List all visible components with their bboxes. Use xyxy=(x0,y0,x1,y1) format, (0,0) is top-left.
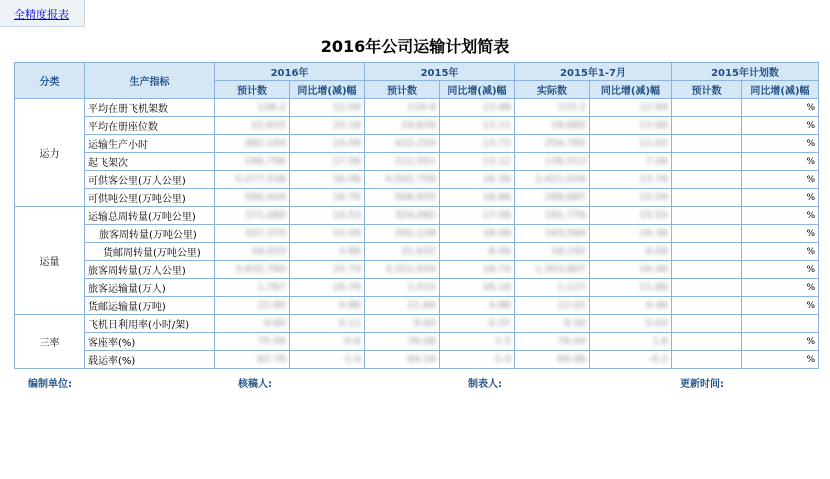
blurred-value: 15.55 xyxy=(639,210,668,221)
blurred-value: 288,687 xyxy=(544,192,586,203)
blurred-value: 2,421,039 xyxy=(535,174,586,185)
blurred-value: 13.98 xyxy=(482,102,511,113)
plan-value-cell xyxy=(672,333,742,351)
value-cell xyxy=(590,333,672,351)
blurred-value: 76.06 xyxy=(407,336,436,347)
value-cell xyxy=(515,351,590,369)
blurred-value: 337,370 xyxy=(244,228,286,239)
plan-change-cell: % xyxy=(742,333,819,351)
value-cell xyxy=(290,153,365,171)
value-cell xyxy=(215,297,290,315)
plan-change-cell: % xyxy=(742,225,819,243)
blurred-value: 136,513 xyxy=(544,156,586,167)
plan-value-cell xyxy=(672,117,742,135)
value-cell xyxy=(440,99,515,117)
value-cell xyxy=(290,135,365,153)
value-cell xyxy=(515,315,590,333)
indicator-cell: 货邮周转量(万吨公里) xyxy=(85,243,215,261)
header-sub: 同比增(减)幅 xyxy=(290,81,365,99)
blurred-value: 292,128 xyxy=(394,228,436,239)
value-cell xyxy=(290,171,365,189)
value-cell xyxy=(590,135,672,153)
indicator-cell: 平均在册飞机架数 xyxy=(85,99,215,117)
blurred-value: 119.9 xyxy=(407,102,436,113)
blurred-value: 9.65 xyxy=(413,318,436,329)
value-cell xyxy=(215,315,290,333)
value-cell xyxy=(590,297,672,315)
value-cell xyxy=(290,333,365,351)
plan-change-cell: % xyxy=(742,171,819,189)
value-cell xyxy=(290,261,365,279)
indicator-cell: 运输总周转量(万吨公里) xyxy=(85,207,215,225)
category-cell: 运量 xyxy=(15,207,85,315)
value-cell xyxy=(515,333,590,351)
plan-change-cell: % xyxy=(742,279,819,297)
value-cell xyxy=(590,207,672,225)
table-row xyxy=(15,99,819,117)
blurred-value: 18,685 xyxy=(551,120,586,131)
blurred-value: 16.36 xyxy=(639,228,668,239)
plan-change-cell: % xyxy=(742,117,819,135)
value-cell xyxy=(515,171,590,189)
plan-value-cell xyxy=(672,243,742,261)
table-row xyxy=(15,261,819,279)
header-sub: 预计数 xyxy=(215,81,290,99)
value-cell xyxy=(365,135,440,153)
blurred-value: 13.72 xyxy=(482,138,511,149)
plan-value-cell xyxy=(672,261,742,279)
value-cell xyxy=(515,99,590,117)
plan-change-cell: % xyxy=(742,261,819,279)
plan-value-cell xyxy=(672,171,742,189)
value-cell xyxy=(215,207,290,225)
header-sub: 预计数 xyxy=(672,81,742,99)
blurred-value: 163,584 xyxy=(544,228,586,239)
blurred-value: 1,515 xyxy=(407,282,436,293)
blurred-value: 15.16 xyxy=(332,120,361,131)
value-cell xyxy=(590,243,672,261)
value-cell xyxy=(440,225,515,243)
blurred-value: 22,615 xyxy=(251,120,286,131)
plan-change-cell: % xyxy=(742,351,819,369)
blurred-value: 15.09 xyxy=(332,228,361,239)
value-cell xyxy=(365,333,440,351)
header-sub: 同比增(减)幅 xyxy=(440,81,515,99)
header-group-2015-jan-jul: 2015年1-7月 xyxy=(515,63,672,81)
value-cell xyxy=(590,279,672,297)
value-cell xyxy=(365,315,440,333)
blurred-value: 12.94 xyxy=(639,102,668,113)
blurred-value: 8.06 xyxy=(488,246,511,257)
blurred-value: 3,321,034 xyxy=(385,264,436,275)
blurred-value: 0.37 xyxy=(488,318,511,329)
table-row xyxy=(15,117,819,135)
indicator-cell: 平均在册座位数 xyxy=(85,117,215,135)
footer-update-time: 更新时间: xyxy=(680,379,724,390)
blurred-value: -0.6 xyxy=(341,336,361,347)
blurred-value: 7.06 xyxy=(645,156,668,167)
value-cell xyxy=(215,153,290,171)
plan-value-cell xyxy=(672,135,742,153)
value-cell xyxy=(590,261,672,279)
value-cell xyxy=(290,297,365,315)
value-cell xyxy=(215,135,290,153)
blurred-value: 6.09 xyxy=(645,246,668,257)
value-cell xyxy=(290,117,365,135)
table-row xyxy=(15,297,819,315)
blurred-value: 18,192 xyxy=(551,246,586,257)
blurred-value: 0.11 xyxy=(338,318,361,329)
blurred-value: 1,767 xyxy=(257,282,286,293)
value-cell xyxy=(290,351,365,369)
blurred-value: 18.86 xyxy=(482,192,511,203)
indicator-cell: 运输生产小时 xyxy=(85,135,215,153)
blurred-value: 18.74 xyxy=(482,264,511,275)
plan-change-cell: % xyxy=(742,207,819,225)
blurred-value: 1,353,807 xyxy=(535,264,586,275)
footer-preparer: 制表人: xyxy=(468,379,502,390)
value-cell xyxy=(290,315,365,333)
table-row xyxy=(15,171,819,189)
value-cell xyxy=(215,261,290,279)
blurred-value: 12.01 xyxy=(557,300,586,311)
blurred-value: 115.2 xyxy=(557,102,586,113)
blurred-value: 17.06 xyxy=(482,210,511,221)
table-row xyxy=(15,279,819,297)
page-title: 2016年公司运输计划简表 xyxy=(320,37,510,56)
value-cell xyxy=(440,351,515,369)
blurred-value: 16.16 xyxy=(482,282,511,293)
blurred-value: 17.56 xyxy=(332,156,361,167)
value-cell xyxy=(365,99,440,117)
table-row xyxy=(15,351,819,369)
value-cell xyxy=(590,153,672,171)
blurred-value: -1.0 xyxy=(491,354,511,365)
value-cell xyxy=(590,351,672,369)
blurred-value: 482,144 xyxy=(244,138,286,149)
value-cell xyxy=(515,135,590,153)
value-cell xyxy=(365,297,440,315)
blurred-value: 16.06 xyxy=(332,174,361,185)
value-cell xyxy=(590,117,672,135)
blurred-value: 18.56 xyxy=(482,228,511,239)
indicator-cell: 可供客公里(万人公里) xyxy=(85,171,215,189)
value-cell xyxy=(440,135,515,153)
indicator-cell: 飞机日利用率(小时/架) xyxy=(85,315,215,333)
blurred-value: 64.16 xyxy=(407,354,436,365)
header-group-2016: 2016年 xyxy=(215,63,365,81)
value-cell xyxy=(440,279,515,297)
blurred-value: 1.5 xyxy=(495,336,511,347)
value-cell xyxy=(515,189,590,207)
blurred-value: 31,632 xyxy=(401,246,436,257)
blurred-value: 181,776 xyxy=(544,210,586,221)
full-precision-report-link[interactable]: 全精度报表 xyxy=(14,8,69,21)
value-cell xyxy=(365,351,440,369)
value-cell xyxy=(290,207,365,225)
footer-reviewer: 核稿人: xyxy=(238,379,272,390)
plan-change-cell xyxy=(742,315,819,333)
blurred-value: 9.30 xyxy=(563,318,586,329)
blurred-value: 3,832,760 xyxy=(235,264,286,275)
header-group-2015: 2015年 xyxy=(365,63,515,81)
blurred-value: 19,639 xyxy=(401,120,436,131)
blurred-value: 12.09 xyxy=(332,102,361,113)
value-cell xyxy=(365,117,440,135)
blurred-value: 9.60 xyxy=(263,318,286,329)
value-cell xyxy=(590,315,672,333)
blurred-value: 371,080 xyxy=(244,210,286,221)
blurred-value: 11.86 xyxy=(639,282,668,293)
blurred-value: 16.76 xyxy=(332,282,361,293)
plan-value-cell xyxy=(672,225,742,243)
header-sub: 同比增(减)幅 xyxy=(742,81,819,99)
blurred-value: 422,220 xyxy=(394,138,436,149)
plan-value-cell xyxy=(672,153,742,171)
blurred-value: 75.56 xyxy=(257,336,286,347)
table-row xyxy=(15,315,819,333)
value-cell xyxy=(365,279,440,297)
plan-change-cell: % xyxy=(742,297,819,315)
blurred-value: 1,127 xyxy=(557,282,586,293)
report-table xyxy=(14,62,819,369)
table-row xyxy=(15,225,819,243)
plan-value-cell xyxy=(672,351,742,369)
blurred-value: 13.66 xyxy=(639,120,668,131)
plan-change-cell: % xyxy=(742,189,819,207)
value-cell xyxy=(440,117,515,135)
plan-change-cell: % xyxy=(742,153,819,171)
header-sub: 预计数 xyxy=(365,81,440,99)
plan-value-cell xyxy=(672,315,742,333)
value-cell xyxy=(215,279,290,297)
blurred-value: 4,502,759 xyxy=(385,174,436,185)
blurred-value: 13.76 xyxy=(639,174,668,185)
blurred-value: 62.76 xyxy=(257,354,286,365)
indicator-cell: 旅客周转量(万人公里) xyxy=(85,261,215,279)
value-cell xyxy=(290,243,365,261)
value-cell xyxy=(365,207,440,225)
value-cell xyxy=(215,117,290,135)
value-cell xyxy=(590,99,672,117)
value-cell xyxy=(515,225,590,243)
value-cell xyxy=(290,99,365,117)
blurred-value: 590,444 xyxy=(244,192,286,203)
value-cell xyxy=(290,279,365,297)
value-cell xyxy=(440,153,515,171)
value-cell xyxy=(515,297,590,315)
blurred-value: 16.36 xyxy=(482,174,511,185)
plan-value-cell xyxy=(672,189,742,207)
value-cell xyxy=(515,243,590,261)
value-cell xyxy=(440,333,515,351)
blurred-value: 13.11 xyxy=(482,120,511,131)
value-cell xyxy=(440,297,515,315)
value-cell xyxy=(440,189,515,207)
blurred-value: 254,765 xyxy=(544,138,586,149)
plan-change-cell: % xyxy=(742,99,819,117)
blurred-value: 76.04 xyxy=(557,336,586,347)
value-cell xyxy=(515,279,590,297)
blurred-value: 324,082 xyxy=(394,210,436,221)
table-row xyxy=(15,189,819,207)
value-cell xyxy=(215,225,290,243)
value-cell xyxy=(590,225,672,243)
blurred-value: 21.84 xyxy=(407,300,436,311)
plan-value-cell xyxy=(672,207,742,225)
footer-unit: 编制单位: xyxy=(28,379,72,390)
value-cell xyxy=(440,171,515,189)
blurred-value: 4.46 xyxy=(645,300,668,311)
plan-value-cell xyxy=(672,279,742,297)
plan-change-cell: % xyxy=(742,135,819,153)
table-row xyxy=(15,135,819,153)
blurred-value: 34,033 xyxy=(251,246,286,257)
blurred-value: 1.6 xyxy=(652,336,668,347)
blurred-value: 16.46 xyxy=(639,264,668,275)
table-row xyxy=(15,207,819,225)
blurred-value: -1.0 xyxy=(341,354,361,365)
blurred-value: 14.09 xyxy=(332,138,361,149)
header-group-2015-plan: 2015年计划数 xyxy=(672,63,819,81)
indicator-cell: 载运率(%) xyxy=(85,351,215,369)
value-cell xyxy=(440,315,515,333)
value-cell xyxy=(440,207,515,225)
header-category: 分类 xyxy=(15,63,85,99)
plan-value-cell xyxy=(672,99,742,117)
category-cell: 运力 xyxy=(15,99,85,207)
header-sub: 实际数 xyxy=(515,81,590,99)
blurred-value: 3.86 xyxy=(338,246,361,257)
blurred-value: 136.2 xyxy=(257,102,286,113)
indicator-cell: 货邮运输量(万吨) xyxy=(85,297,215,315)
table-row xyxy=(15,333,819,351)
value-cell xyxy=(440,243,515,261)
blurred-value: 506,935 xyxy=(394,192,436,203)
value-cell xyxy=(365,243,440,261)
value-cell xyxy=(215,243,290,261)
blurred-value: 4.86 xyxy=(488,300,511,311)
value-cell xyxy=(290,189,365,207)
blurred-value: 5,077,538 xyxy=(235,174,286,185)
blurred-value: 4.86 xyxy=(338,300,361,311)
value-cell xyxy=(215,351,290,369)
table-row xyxy=(15,153,819,171)
indicator-cell: 可供吨公里(万吨公里) xyxy=(85,189,215,207)
value-cell xyxy=(590,171,672,189)
value-cell xyxy=(215,99,290,117)
blurred-value: 0.03 xyxy=(645,318,668,329)
value-cell xyxy=(365,189,440,207)
value-cell xyxy=(440,261,515,279)
value-cell xyxy=(365,171,440,189)
value-cell xyxy=(515,207,590,225)
category-cell: 三率 xyxy=(15,315,85,369)
blurred-value: -0.2 xyxy=(648,354,668,365)
indicator-cell: 客座率(%) xyxy=(85,333,215,351)
blurred-value: 15.74 xyxy=(332,264,361,275)
value-cell xyxy=(215,171,290,189)
table-row xyxy=(15,243,819,261)
value-cell xyxy=(365,225,440,243)
indicator-cell: 旅客周转量(万吨公里) xyxy=(85,225,215,243)
top-toolbar xyxy=(0,0,85,27)
indicator-cell: 起飞架次 xyxy=(85,153,215,171)
blurred-value: 16.76 xyxy=(332,192,361,203)
value-cell xyxy=(365,261,440,279)
plan-value-cell xyxy=(672,297,742,315)
header-sub: 同比增(减)幅 xyxy=(590,81,672,99)
blurred-value: 212,551 xyxy=(394,156,436,167)
value-cell xyxy=(515,261,590,279)
value-cell xyxy=(590,189,672,207)
plan-change-cell: % xyxy=(742,243,819,261)
value-cell xyxy=(515,153,590,171)
blurred-value: 246,796 xyxy=(244,156,286,167)
value-cell xyxy=(365,153,440,171)
blurred-value: 12.63 xyxy=(639,138,668,149)
blurred-value: 64.06 xyxy=(557,354,586,365)
value-cell xyxy=(215,189,290,207)
value-cell xyxy=(215,333,290,351)
blurred-value: 13.12 xyxy=(482,156,511,167)
blurred-value: 15.09 xyxy=(639,192,668,203)
value-cell xyxy=(515,117,590,135)
blurred-value: 22.80 xyxy=(257,300,286,311)
value-cell xyxy=(290,225,365,243)
blurred-value: 14.53 xyxy=(332,210,361,221)
header-indicator: 生产指标 xyxy=(85,63,215,99)
indicator-cell: 旅客运输量(万人) xyxy=(85,279,215,297)
